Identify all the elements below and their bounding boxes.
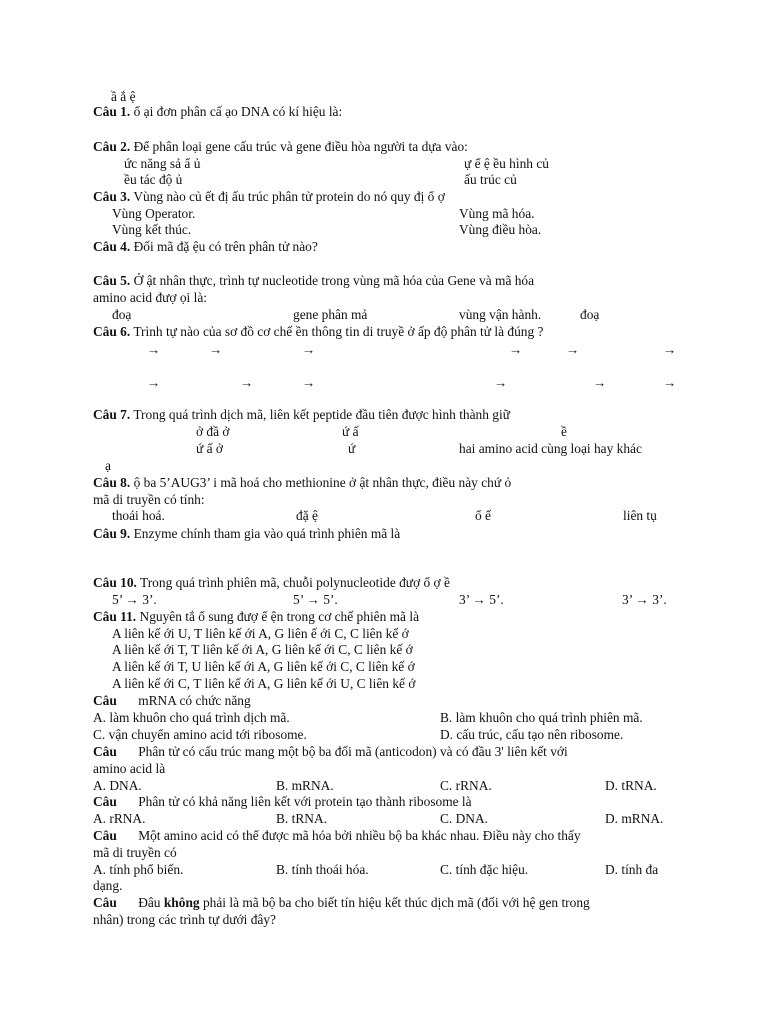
question-3 <box>93 189 445 204</box>
arrow-icon: → <box>509 342 523 357</box>
question-number: Câu <box>93 794 117 809</box>
question-text: ộ ba 5’AUG3’ i mã hoá cho methionine ở ật nhân thực, điều này chứ ỏ <box>133 475 512 490</box>
arrow-icon: → <box>663 375 677 390</box>
question-13 <box>93 744 568 759</box>
question-text: Đối mã đặ ệu có trên phân tử nào? <box>133 239 318 254</box>
question-text: Phân tử có cấu trúc mang một bộ ba đối mã (anticodon) và có đầu 3' liên kết với <box>138 744 568 759</box>
option-c: C. tính đặc hiệu. <box>440 862 529 877</box>
option-b: B. mRNA. <box>276 778 334 793</box>
option-a: Vùng Operator. <box>112 206 196 221</box>
option-b: Vùng mã hóa. <box>459 206 535 221</box>
question-text: Trình tự nào của sơ đồ cơ chế ền thông tin di truyề ở ấp độ phân tử là đúng ? <box>133 324 544 339</box>
question-text-cont: amino acid đượ ọi là: <box>93 290 207 305</box>
option-c: 3’ → 5’. <box>459 592 504 607</box>
option-b: B. tính thoái hóa. <box>276 862 369 877</box>
question-number: Câu 3. <box>93 189 131 204</box>
option-d: hai amino acid cùng loại hay khác <box>459 441 642 456</box>
question-text: ổ ại đơn phân cấ ạo DNA có kí hiệu là: <box>133 104 343 119</box>
option-a: A. rRNA. <box>93 811 146 826</box>
option-fragment: ở đầ ở <box>196 424 230 439</box>
header-fragment: ầ ắ ệ <box>111 89 136 104</box>
option-b: 5’ → 5’. <box>293 592 338 607</box>
option-a: đoạ <box>112 307 132 322</box>
option-d: 3’ → 3’. <box>622 592 667 607</box>
option-d: D. tRNA. <box>605 778 657 793</box>
option-d: D. tính đa <box>605 862 659 877</box>
question-number: Câu <box>93 828 117 843</box>
arrow-icon: → <box>209 342 223 357</box>
option-c: vùng vận hành. <box>459 307 542 322</box>
question-text-cont: mã di truyền có tính: <box>93 492 205 507</box>
option-d: đoạ <box>580 307 600 322</box>
question-text: Để phân loại gene cấu trúc và gene điều hòa người ta dựa vào: <box>133 139 468 154</box>
question-text: Enzyme chính tham gia vào quá trình phiên mã là <box>133 526 401 541</box>
question-number: Câu 10. <box>93 575 137 590</box>
question-number: Câu <box>93 895 117 910</box>
arrow-icon: → <box>302 375 316 390</box>
option-c: C. rRNA. <box>440 778 492 793</box>
question-2 <box>93 139 468 154</box>
question-number: Câu 4. <box>93 239 131 254</box>
option-c: C. DNA. <box>440 811 488 826</box>
question-text-post: phải là mã bộ ba cho biết tín hiệu kết thúc dịch mã (đối với hệ gen trong <box>202 895 590 910</box>
option-b: B. làm khuôn cho quá trình phiên mã. <box>440 710 643 725</box>
option-fragment: ứ <box>348 441 356 456</box>
question-11 <box>93 609 419 624</box>
question-16 <box>93 895 590 910</box>
option-a: A. tính phổ biến. <box>93 862 184 877</box>
arrow-icon: → <box>494 375 508 390</box>
question-text: Trong quá trình dịch mã, liên kết peptide đầu tiên được hình thành giữ <box>133 407 510 422</box>
option-b: B. tRNA. <box>276 811 327 826</box>
option-fragment: ứ ấ <box>342 424 359 439</box>
option-d: A liên kế ới C, T liên kế ới A, G liên kế ới U, C liên kế ớ <box>112 676 416 691</box>
question-number: Câu 8. <box>93 475 131 490</box>
option-fragment: ức năng sả ẩ ủ <box>124 156 201 171</box>
question-15 <box>93 828 581 843</box>
question-10 <box>93 575 450 590</box>
question-number: Câu 5. <box>93 273 131 288</box>
option-a: A liên kế ới U, T liên kế ới A, G liên ế ới C, C liên kế ớ <box>112 626 409 641</box>
question-number: Câu 9. <box>93 526 131 541</box>
question-text: Phân tử có khả năng liên kết với protein tạo thành ribosome là <box>138 794 472 809</box>
question-number: Câu 6. <box>93 324 131 339</box>
question-8 <box>93 475 511 490</box>
question-number: Câu 7. <box>93 407 131 422</box>
question-7 <box>93 407 510 422</box>
option-b: A liên kế ới T, T liên kế ới A, G liên kế ới C, C liên kế ớ <box>112 642 413 657</box>
option-d: D. mRNA. <box>605 811 664 826</box>
question-5 <box>93 273 534 288</box>
arrow-icon: → <box>240 375 254 390</box>
question-text-cont: nhân) trong các trình tự dưới đây? <box>93 912 276 927</box>
arrow-icon: → <box>147 375 161 390</box>
option-b: đặ ệ <box>296 508 318 523</box>
question-text: Vùng nào củ ết đị ấu trúc phân tử protein do nó quy đị ổ ợ <box>133 189 445 204</box>
question-4 <box>93 239 318 254</box>
option-b: gene phân mả <box>293 307 368 322</box>
arrow-icon: → <box>302 342 316 357</box>
option-c: A liên kế ới T, U liên kế ới A, G liên kế ới C, C liên kế ớ <box>112 659 415 674</box>
option-d-cont: dạng. <box>93 878 123 893</box>
question-12 <box>93 693 251 708</box>
question-number: Câu 1. <box>93 104 131 119</box>
question-number: Câu 11. <box>93 609 137 624</box>
question-number: Câu 2. <box>93 139 131 154</box>
arrow-icon: → <box>593 375 607 390</box>
arrow-icon: → <box>566 342 580 357</box>
question-text: Nguyên tắ ổ sung đượ ể ện trong cơ chế phiên mã là <box>139 609 420 624</box>
option-a: A. làm khuôn cho quá trình dịch mã. <box>93 710 290 725</box>
question-number: Câu <box>93 693 117 708</box>
option-d: Vùng điều hòa. <box>459 222 542 237</box>
question-text: Một amino acid có thể được mã hóa bởi nhiều bộ ba khác nhau. Điều này cho thấy <box>138 828 581 843</box>
question-text-pre: Đâu <box>138 895 161 910</box>
option-a: A. DNA. <box>93 778 142 793</box>
question-text-bold: không <box>163 895 200 910</box>
question-text-cont: mã di truyền có <box>93 845 177 860</box>
option-c: ổ ế <box>475 508 491 523</box>
option-fragment: ều tác độ ủ <box>124 172 183 187</box>
option-fragment: ề <box>561 424 567 439</box>
question-number: Câu <box>93 744 117 759</box>
arrow-icon: → <box>147 342 161 357</box>
option-fragment: ấu trúc củ <box>464 172 517 187</box>
option-fragment: ứ ấ ở <box>196 441 223 456</box>
option-fragment: ự ể ệ ều hình củ <box>464 156 549 171</box>
question-1 <box>93 104 342 119</box>
question-6 <box>93 324 543 339</box>
option-a: thoái hoá. <box>112 508 165 523</box>
question-text: Trong quá trình phiên mã, chuỗi polynucleotide đượ ổ ợ ề <box>140 575 450 590</box>
option-c: C. vận chuyển amino acid tới ribosome. <box>93 727 307 742</box>
question-text: mRNA có chức năng <box>138 693 251 708</box>
option-fragment: ạ <box>105 458 111 473</box>
question-14 <box>93 794 472 809</box>
arrow-icon: → <box>663 342 677 357</box>
question-9 <box>93 526 400 541</box>
option-a: 5’ → 3’. <box>112 592 157 607</box>
option-c: Vùng kết thúc. <box>112 222 192 237</box>
option-d: D. cấu trúc, cấu tạo nên ribosome. <box>440 727 624 742</box>
question-text-cont: amino acid là <box>93 761 166 776</box>
question-text: Ở ật nhân thực, trình tự nucleotide trong vùng mã hóa của Gene và mã hóa <box>133 273 535 288</box>
option-d: liên tụ <box>623 508 657 523</box>
